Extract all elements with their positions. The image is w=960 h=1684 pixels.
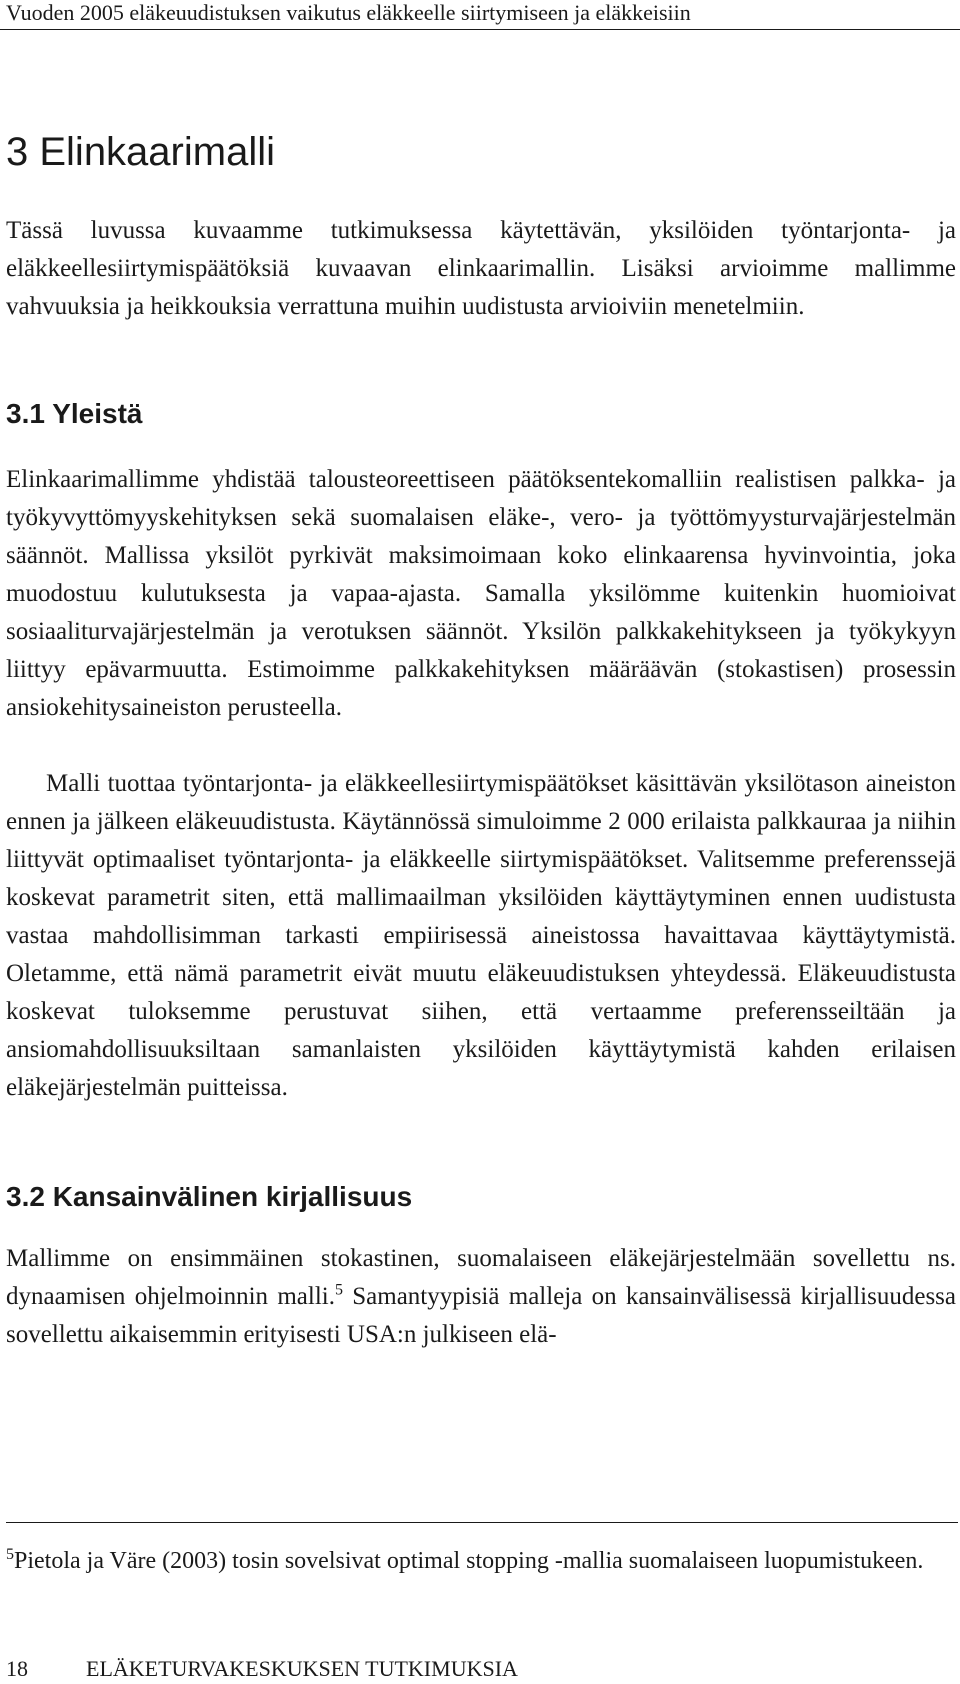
footnote-divider	[6, 1522, 958, 1523]
section-3-2-paragraph-1	[6, 1240, 956, 1354]
footnote-5	[6, 1543, 956, 1579]
section-heading-3-1: 3.1 Yleistä	[6, 398, 143, 429]
running-title: Vuoden 2005 eläkeuudistuksen vaikutus eläkkeelle siirtymiseen ja eläkkeisiin	[6, 0, 691, 25]
section-3-1-paragraph-1: Elinkaarimallimme yhdistää talousteoreettiseen päätöksentekomalliin realistisen palkka- ja työkyvyttömyyskehityksen sekä suomalaisen eläke-, vero- ja työttömyysturvajärjestelmän säännöt. Mallissa yksilöt pyrkivät maksimoimaan koko elinkaarensa hyvinvointia, joka muodostuu kulutuksesta ja vapaa-ajasta. Samalla yksilömme kuitenkin huomioivat sosiaaliturvajärjestelmän ja verotuksen säännöt. Yksilön palkkakehitykseen ja työkykyyn liittyy epävarmuutta. Estimoimme palkkakehityksen määräävän (stokastisen) prosessin ansiokehitysaineiston perusteella.	[6, 466, 956, 721]
footnote-text: Pietola ja Väre (2003) tosin sovelsivat optimal stopping -mallia suomalaiseen luopumistukeen.	[14, 1548, 924, 1574]
chapter-title: 3 Elinkaarimalli	[6, 130, 275, 174]
section-3-2-text-part-1: Mallimme on ensimmäinen stokastinen, suomalaiseen eläkejärjestelmään sovellettu ns. dynaamisen ohjelmoinnin malli.	[6, 1245, 956, 1310]
page-footer	[6, 1656, 518, 1682]
publisher-name: ELÄKETURVAKESKUKSEN TUTKIMUKSIA	[86, 1656, 518, 1681]
section-3-2-text-part-2: Samantyypisiä malleja on kansainvälisessä kirjallisuudessa sovellettu aikaisemmin erityisesti USA:n julkiseen elä-	[6, 1283, 956, 1348]
section-heading-3-2: 3.2 Kansainvälinen kirjallisuus	[6, 1181, 413, 1212]
running-header	[0, 0, 960, 30]
footnote-reference-5[interactable]: 5	[334, 1281, 343, 1299]
footnote-number: 5	[6, 1546, 14, 1563]
page-number: 18	[6, 1656, 28, 1681]
section-3-1-paragraph-2: Malli tuottaa työntarjonta- ja eläkkeellesiirtymispäätökset käsittävän yksilötason aineiston ennen ja jälkeen eläkeuudistusta. Käytännössä simuloimme 2 000 erilaista palkkauraa ja niihin liittyvät optimaaliset työntarjonta- ja eläkkeelle siirtymispäätökset. Valitsemme preferenssejä koskevat parametrit siten, että mallimaailman yksilöiden käyttäytyminen ennen uudistusta vastaa mahdollisimman tarkasti empiirisessä aineistossa havaittavaa käyttäytymistä. Oletamme, että nämä parametrit eivät muutu eläkeuudistuksen yhteydessä. Eläkeuudistusta koskevat tuloksemme perustuvat siihen, että vertaamme preferensseiltään ja ansiomahdollisuuksiltaan samanlaisten yksilöiden käyttäytymistä kahden erilaisen eläkejärjestelmän puitteissa.	[6, 770, 956, 1101]
chapter-intro-paragraph: Tässä luvussa kuvaamme tutkimuksessa käytettävän, yksilöiden työntarjonta- ja eläkkeellesiirtymispäätöksiä kuvaavan elinkaarimallin. Lisäksi arvioimme mallimme vahvuuksia ja heikkouksia verrattuna muihin uudistusta arvioiviin menetelmiin.	[6, 217, 956, 320]
